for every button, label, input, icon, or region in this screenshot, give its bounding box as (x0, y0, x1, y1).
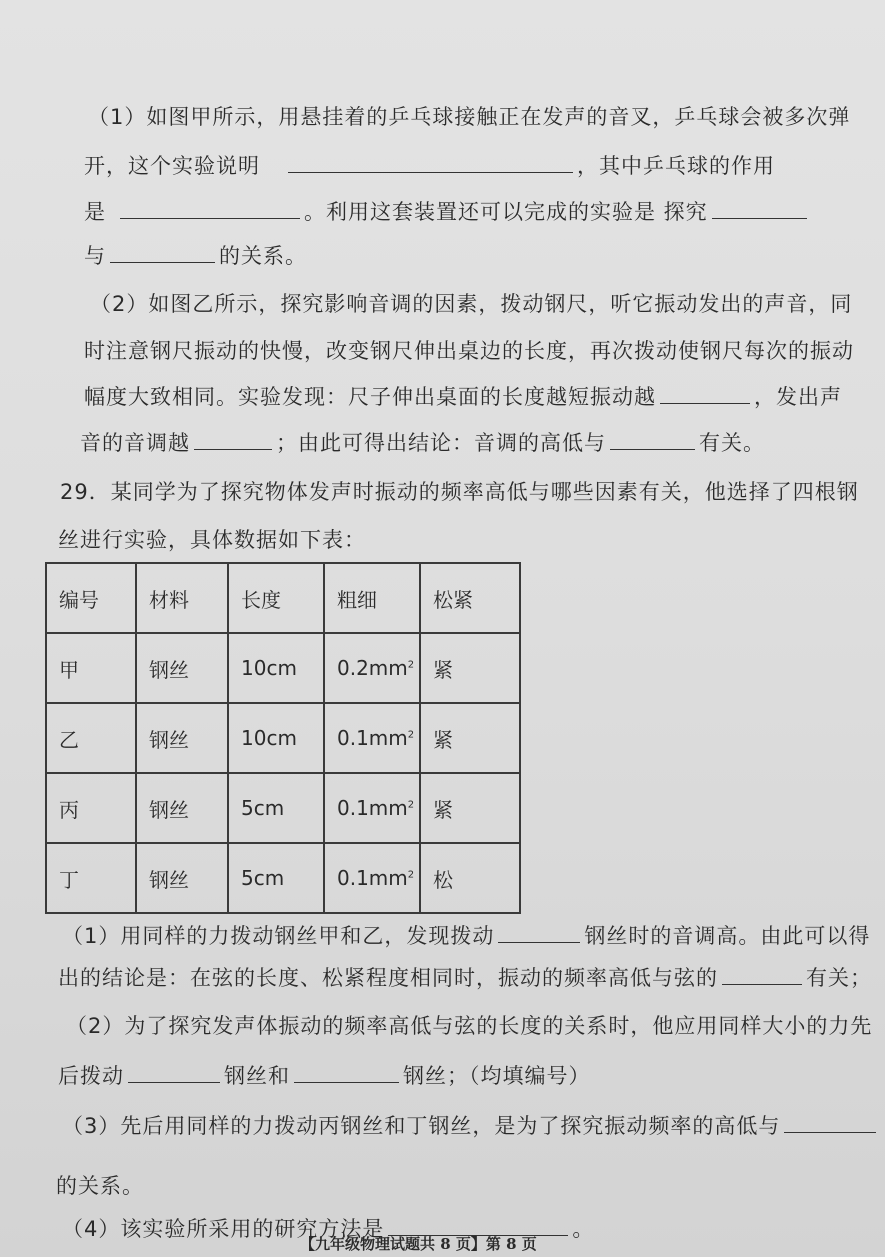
table-cell: 钢丝 (136, 633, 228, 703)
table-cell: 紧 (420, 633, 520, 703)
q28-p2-line4: 音的音调越 ；由此可得出结论：音调的高低与 有关。 (80, 431, 765, 455)
table-cell: 钢丝 (136, 843, 228, 913)
table-header-cell: 粗细 (324, 563, 420, 633)
q28-p2-line1: （2）如图乙所示，探究影响音调的因素，拨动钢尺，听它振动发出的声音，同 (90, 292, 853, 316)
q29-s4-line1: （4）该实验所采用的研究方法是 。 (62, 1217, 595, 1241)
answer-blank[interactable] (128, 1081, 220, 1083)
table-header-row (46, 563, 520, 633)
table-row (46, 633, 520, 703)
q28-p1-line1: （1）如图甲所示，用悬挂着的乒乓球接触正在发声的音叉，乒乓球会被多次弹 (88, 105, 851, 129)
answer-blank[interactable] (784, 1131, 876, 1133)
table-cell: 钢丝 (136, 773, 228, 843)
table-cell: 5cm (228, 843, 324, 913)
table-cell: $0.1mm^2$ (324, 703, 420, 773)
answer-blank[interactable] (610, 448, 695, 450)
table-cell: $0.2mm^2$ (324, 633, 420, 703)
table-header-cell: 松紧 (420, 563, 520, 633)
answer-blank[interactable] (120, 217, 300, 219)
table-header-cell: 长度 (228, 563, 324, 633)
table-cell: 5cm (228, 773, 324, 843)
table-cell: $0.1mm^2$ (324, 773, 420, 843)
q28-p2-line3: 幅度大致相同。实验发现：尺子伸出桌面的长度越短振动越 ，发出声 (84, 385, 842, 409)
answer-blank[interactable] (294, 1081, 399, 1083)
table-cell: 丙 (46, 773, 136, 843)
q29-s1-line1: （1）用同样的力拨动钢丝甲和乙，发现拨动 钢丝时的音调高。由此可以得 (62, 924, 871, 948)
table-header-cell: 编号 (46, 563, 136, 633)
q28-p1-line3: 是 。利用这套装置还可以完成的实验是 探究 (84, 196, 811, 226)
table-row (46, 773, 520, 843)
q28-p2-line2: 时注意钢尺振动的快慢，改变钢尺伸出桌边的长度，再次拨动使钢尺每次的振动 (84, 339, 854, 363)
q29-s2-line1: （2）为了探究发声体振动的频率高低与弦的长度的关系时，他应用同样大小的力先 (66, 1014, 873, 1038)
table-cell: 丁 (46, 843, 136, 913)
answer-blank[interactable] (110, 261, 215, 263)
table-cell: 紧 (420, 773, 520, 843)
q29-s1-line2: 出的结论是：在弦的长度、松紧程度相同时，振动的频率高低与弦的 有关； (58, 966, 872, 990)
table-row (46, 843, 520, 913)
q29-s3-line2: 的关系。 (56, 1174, 144, 1198)
table-cell: 紧 (420, 703, 520, 773)
q29-intro-line2: 丝进行实验，具体数据如下表： (58, 528, 366, 552)
page-footer: 【九年级物理试题共 8 页】第 8 页 (300, 1235, 537, 1253)
table-cell: 松 (420, 843, 520, 913)
table-cell: $0.1mm^2$ (324, 843, 420, 913)
table-row (46, 703, 520, 773)
answer-blank[interactable] (288, 171, 573, 173)
table-cell: 钢丝 (136, 703, 228, 773)
wire-data-table (45, 562, 521, 914)
q29-s2-line2: 后拨动 钢丝和 钢丝；（均填编号） (58, 1064, 591, 1088)
answer-blank[interactable] (194, 448, 272, 450)
table-cell: 甲 (46, 633, 136, 703)
table-cell: 10cm (228, 633, 324, 703)
answer-blank[interactable] (660, 402, 750, 404)
answer-blank[interactable] (722, 983, 802, 985)
table-cell: 10cm (228, 703, 324, 773)
answer-blank[interactable] (712, 217, 807, 219)
q29-s3-line1: （3）先后用同样的力拨动丙钢丝和丁钢丝，是为了探究振动频率的高低与 (62, 1110, 880, 1140)
table-header-cell: 材料 (136, 563, 228, 633)
q28-p1-line4: 与 的关系。 (84, 244, 307, 268)
answer-blank[interactable] (498, 941, 580, 943)
table-cell: 乙 (46, 703, 136, 773)
q29-intro-line1: 29．某同学为了探究物体发声时振动的频率高低与哪些因素有关，他选择了四根钢 (60, 480, 859, 504)
q28-p1-line2: 开，这个实验说明 ，其中乒乓球的作用 (84, 154, 775, 178)
